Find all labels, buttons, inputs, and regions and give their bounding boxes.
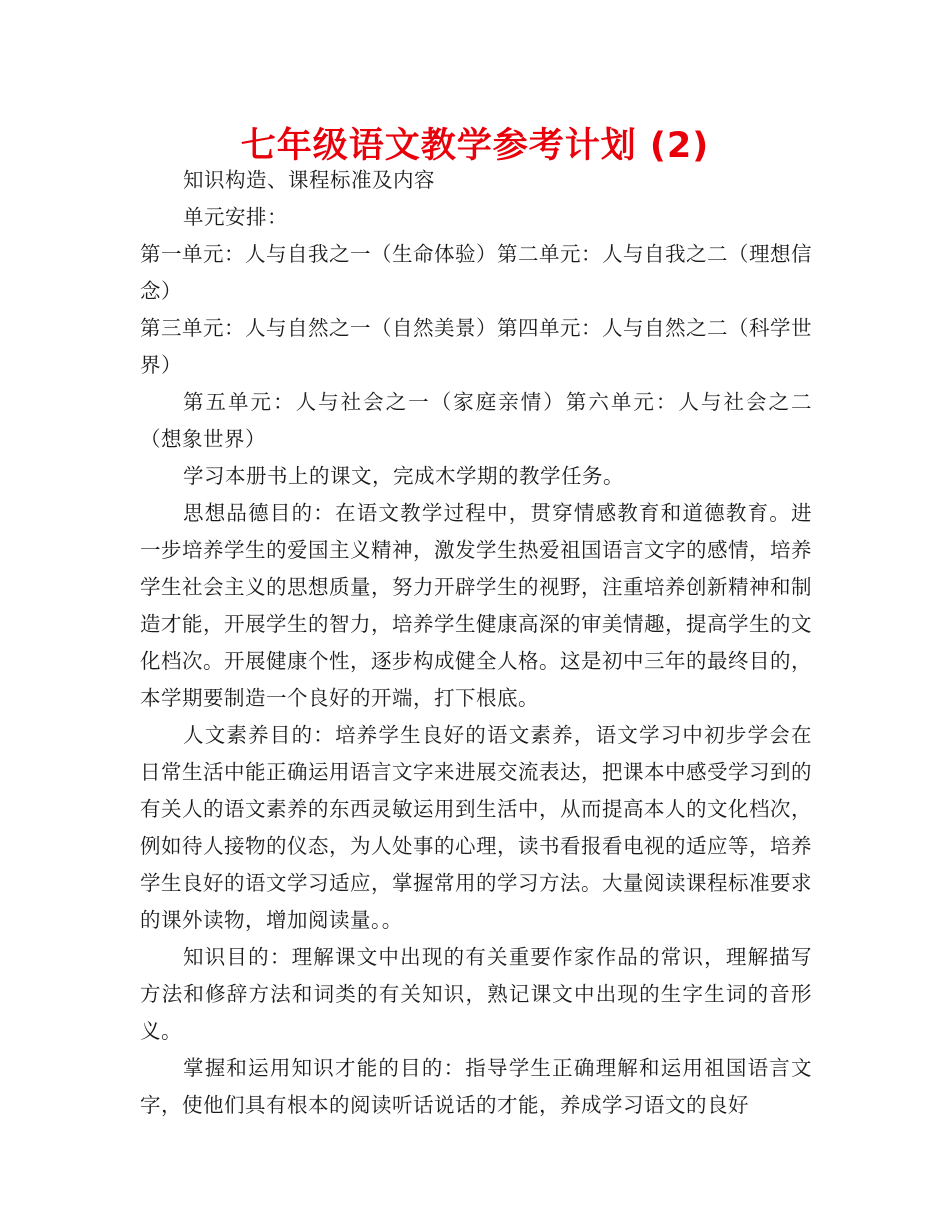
document-body — [140, 162, 812, 1124]
paragraph: 思想品德目的：在语文教学过程中，贯穿情感教育和道德教育。进一步培养学生的爱国主义精神，激发学生热爱祖国语言文字的感情，培养学生社会主义的思想质量，努力开辟学生的视野，注重培养创新精神和制造才能，开展学生的智力，培养学生健康高深的审美情趣，提高学生的文化档次。开展健康个性，逐步构成健全人格。这是初中三年的最终目的，本学期要制造一个良好的开端，打下根底。 — [140, 501, 812, 710]
paragraph: 人文素养目的：培养学生良好的语文素养，语文学习中初步学会在日常生活中能正确运用语言文字来进展交流表达，把课本中感受学习到的有关人的语文素养的东西灵敏运用到生活中，从而提高本人的文化档次，例如待人接物的仪态，为人处事的心理，读书看报看电视的适应等，培养学生良好的语文学习适应，掌握常用的学习方法。大量阅读课程标准要求的课外读物，增加阅读量。。 — [140, 723, 812, 932]
paragraph: 第三单元：人与自然之一（自然美景）第四单元：人与自然之二（科学世界） — [140, 316, 812, 377]
page-title: 七年级语文教学参考计划 (2) — [240, 126, 710, 166]
paragraph: 知识目的：理解课文中出现的有关重要作家作品的常识，理解描写方法和修辞方法和词类的有关知识，熟记课文中出现的生字生词的音形义。 — [140, 945, 812, 1043]
paragraph: 掌握和运用知识才能的目的：指导学生正确理解和运用祖国语言文字，使他们具有根本的阅读听话说话的才能，养成学习语文的良好 — [140, 1056, 812, 1117]
paragraph: 知识构造、课程标准及内容 — [183, 168, 435, 192]
paragraph: 第一单元：人与自我之一（生命体验）第二单元：人与自我之二（理想信念） — [140, 242, 812, 303]
paragraph: 第五单元：人与社会之一（家庭亲情）第六单元：人与社会之二（想象世界） — [140, 390, 812, 451]
paragraph: 单元安排： — [183, 205, 288, 229]
paragraph: 学习本册书上的课文，完成木学期的教学任务。 — [183, 464, 624, 488]
